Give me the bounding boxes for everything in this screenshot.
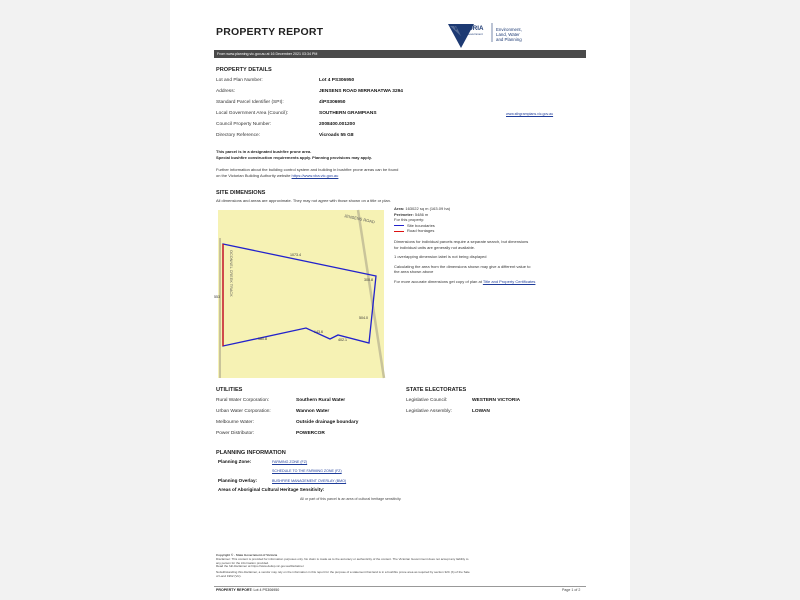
property-details-table (216, 78, 586, 144)
dimension-label: 380.8 (258, 337, 267, 341)
report-page (170, 0, 630, 600)
planning-overlay-label: Planning Overlay: (218, 478, 258, 483)
bushfire-overlay-link[interactable]: BUSHFIRE MANAGEMENT OVERLAY (BMO) (272, 479, 347, 483)
footer-disclaimer: Copyright © - State Government of Victoria Disclaimer: This content is provided for information purposes only. No claim is made as to the accuracy or authenticity of the content. The Victorian Government does not accept any liability to any person for the information provided. Read the full disclaimer at https://www.delwp.vic.gov.au/disclaimer Notwithstanding this disclaimer, a vendor may rely on the information in this report for the purpose of a statement that land is in a bushfire prone area as required by section 32C (b) of the Sale of Land 1962 (Vic). (216, 553, 470, 578)
dimension-label: 1073.4 (290, 253, 301, 257)
department-name: Environment, Land, Water and Planning (496, 27, 522, 42)
dimension-label: 300.8 (364, 278, 373, 282)
planning-heading: PLANNING INFORMATION (216, 450, 286, 456)
bushfire-notice: This parcel is in a designated bushfire prone area. Special bushfire construction requirements apply. Planning provisions may apply. (216, 149, 372, 160)
property-details-heading: PROPERTY DETAILS (216, 67, 272, 73)
site-map (214, 210, 384, 378)
footer-report-id: PROPERTY REPORT: Lot 4 PS306950 (216, 588, 280, 592)
detail-row: Lot and Plan Number: Lot 4 PS306950 (216, 78, 355, 83)
utility-row: Melbourne Water: Outside drainage boundary (216, 420, 359, 425)
heritage-label: Areas of Aboriginal Cultural Heritage Sensitivity: (218, 487, 325, 492)
legend-swatch-blue (394, 225, 404, 226)
bushfire-info: Further information about the building control system and building in bushfire prone areas can be found on the Victorian Building Authority website https://www.vba.vic.gov.au (216, 167, 399, 178)
detail-row: Directory Reference: Vicroads 55 G8 (216, 133, 354, 138)
legend-site-boundaries: Site boundaries (394, 223, 584, 229)
jensens-road-line (358, 210, 384, 378)
utility-row: Rural Water Corporation: Southern Rural Water (216, 398, 346, 403)
planning-table (218, 459, 588, 505)
heritage-text: All or part of this parcel is an area of cultural heritage sensitivity. (300, 497, 402, 501)
site-dimensions-info: Area: 163022 sq m (163.09 ha) Perimeter: 5486 m For this property: Site boundaries Road frontages Dimensions for individual parcels require a separate search, but dimensions for individual units are generally not available. 1 overlapping dimension label is not being displayed Calculating the area from the dimensions shown may give a different value to the area shown above For more accurate dimensions get copy of plan at Title and Property Certificates (394, 206, 584, 285)
legend-swatch-red (394, 231, 404, 232)
utility-row: Urban Water Corporation: Wannon Water (216, 409, 330, 414)
utilities-heading: UTILITIES (216, 387, 243, 393)
electorates-table (406, 398, 586, 420)
site-map-svg (214, 210, 384, 378)
electorates-heading: STATE ELECTORATES (406, 387, 467, 393)
footer-divider (214, 586, 586, 587)
detail-row: Council Property Number: 2008400.001200 (216, 122, 356, 127)
farming-zone-link[interactable]: FARMING ZONE (FZ) (272, 460, 308, 464)
council-website-link[interactable]: www.sthgrampians.vic.gov.au (506, 112, 554, 116)
dimension-label: 504.0 (359, 316, 368, 320)
title-certificates-link[interactable]: Title and Property Certificates (482, 278, 536, 284)
farming-zone-schedule-link[interactable]: SCHEDULE TO THE FARMING ZONE (FZ) (272, 469, 342, 473)
source-bar: From www.planning.vic.gov.au at 16 December 2021 03:34 PM (214, 50, 586, 58)
utilities-table (216, 398, 396, 442)
electorate-row: Legislative Council: WESTERN VICTORIA (406, 398, 521, 403)
detail-row: Address: JENSENS ROAD MIRRANATWA 3294 (216, 89, 403, 94)
dimension-label: 553 (214, 295, 220, 299)
detail-row: Local Government Area (Council): SOUTHERN GRAMPIANS www.sthgrampians.vic.gov.au (216, 111, 554, 116)
road-label-creek: OCONNEL CREEK TRACK (229, 250, 233, 297)
page-title: PROPERTY REPORT (216, 26, 324, 38)
site-dimensions-note: All dimensions and areas are approximate. They may not agree with those shown on a title or plan. (216, 198, 391, 203)
road-label-jensens: JENSENS ROAD (343, 213, 376, 225)
detail-row: Standard Parcel Identifier (SPI): 4\PS306950 (216, 100, 346, 105)
site-dimensions-heading: SITE DIMENSIONS (216, 190, 266, 196)
vba-link[interactable]: https://www.vba.vic.gov.au (291, 172, 339, 178)
electorate-row: Legislative Assembly: LOWAN (406, 409, 490, 414)
utility-row: Power Distributor: POWERCOR (216, 431, 325, 436)
legend-road-frontages: Road frontages (394, 228, 584, 234)
planning-zone-label: Planning Zone: (218, 459, 252, 464)
logo-subtitle: State Government (460, 32, 483, 36)
parcel-boundary (223, 244, 376, 346)
dimension-label: 143.6 (314, 330, 323, 334)
dimension-label: 402.1 (338, 338, 347, 342)
page-number: Page 1 of 2 (562, 588, 581, 592)
logo-wordmark: VICTORIA (454, 25, 484, 32)
